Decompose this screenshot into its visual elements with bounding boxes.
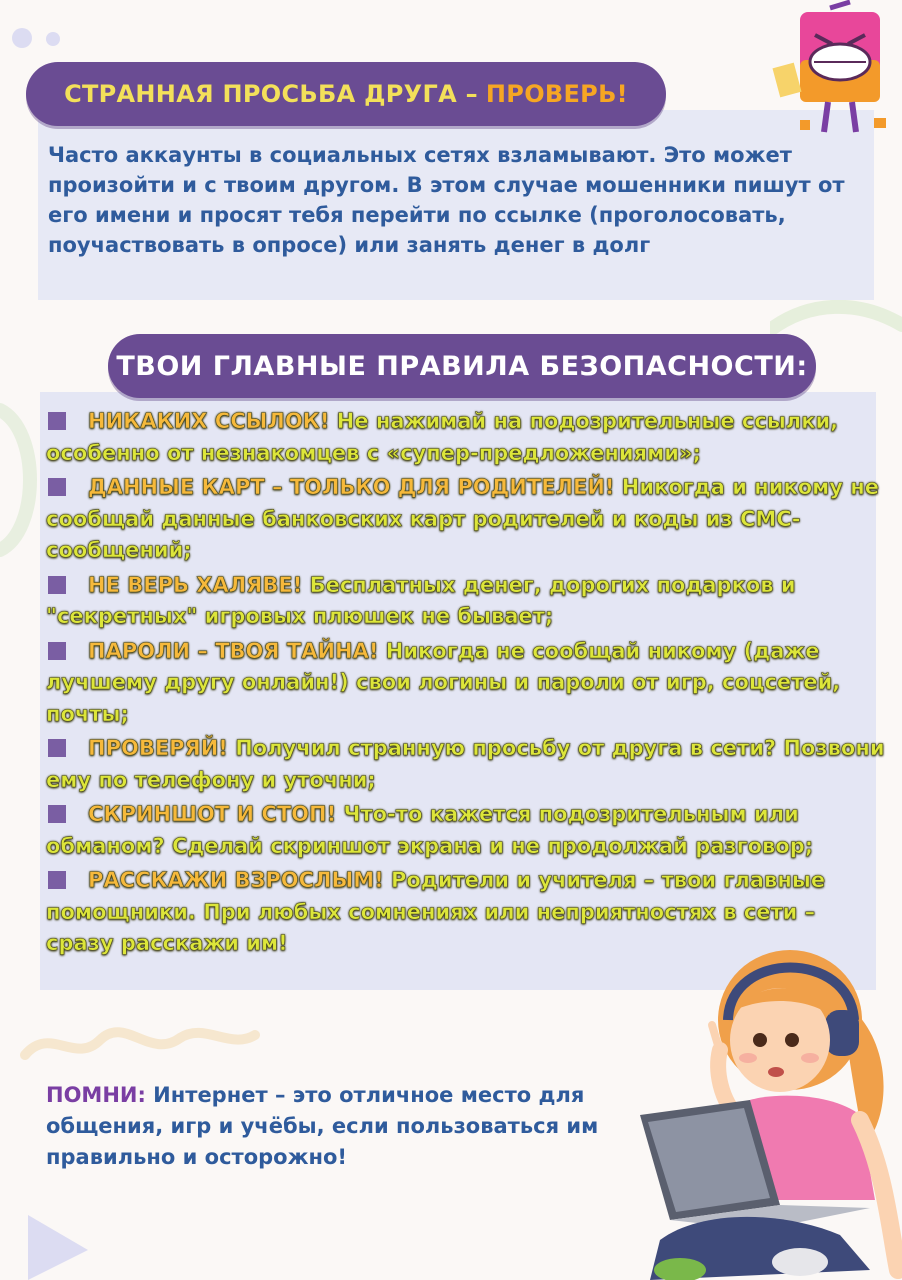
rule-heading: НЕ ВЕРЬ ХАЛЯВЕ! <box>88 572 303 597</box>
intro-title-pill <box>26 62 666 126</box>
rules-list <box>28 406 888 963</box>
rule-item <box>28 733 888 796</box>
rule-heading: РАССКАЖИ ВЗРОСЛЫМ! <box>88 868 384 892</box>
girl-with-laptop-illustration-icon <box>640 940 902 1280</box>
rule-text: Получил странную просьбу от друга в сети? Позвони ему по телефону и уточни; <box>46 736 885 792</box>
remember-note <box>46 1080 646 1173</box>
rule-heading: НИКАКИХ ССЫЛОК! <box>88 409 330 433</box>
intro-title: СТРАННАЯ ПРОСЬБА ДРУГА – <box>64 80 478 108</box>
rule-item <box>28 472 888 567</box>
remember-text: Интернет – это отличное место для общения, игр и учёбы, если пользоваться им правильно и осторожно! <box>46 1083 599 1169</box>
decor-squiggle <box>20 1020 260 1070</box>
rule-text: Никогда и никому не сообщай данные банковских карт родителей и коды из СМС-сообщений; <box>46 475 880 562</box>
rules-title-pill <box>108 334 816 398</box>
bullet-square-icon <box>48 739 66 757</box>
rules-title: ТВОИ ГЛАВНЫЕ ПРАВИЛА БЕЗОПАСНОСТИ: <box>116 350 808 382</box>
rule-text: Родители и учителя – твои главные помощники. При любых сомнениях или неприятностях в сети – сразу расскажи им! <box>46 868 826 955</box>
rule-heading: СКРИНШОТ И СТОП! <box>88 802 337 826</box>
bullet-square-icon <box>48 412 66 430</box>
rule-item <box>28 406 888 469</box>
decor-dot <box>46 32 60 46</box>
rule-item <box>28 636 888 731</box>
rule-text: Бесплатных денег, дорогих подарков и "секретных" игровых плюшек не бывает; <box>46 572 796 628</box>
rule-text: Что-то кажется подозрительным или обманом? Сделай скриншот экрана и не продолжай разговор; <box>46 802 814 858</box>
decor-dot <box>12 28 32 48</box>
monster-mascot-icon <box>770 0 895 140</box>
bullet-square-icon <box>48 576 66 594</box>
bullet-square-icon <box>48 642 66 660</box>
rule-heading: ПАРОЛИ – ТВОЯ ТАЙНА! <box>88 638 379 663</box>
intro-title-accent: ПРОВЕРЬ! <box>485 80 628 108</box>
rule-heading: ПРОВЕРЯЙ! <box>88 736 228 760</box>
decor-triangle <box>28 1215 88 1280</box>
bullet-square-icon <box>48 805 66 823</box>
rule-item <box>28 570 888 633</box>
remember-label: ПОМНИ: <box>46 1083 146 1107</box>
rule-text: Никогда не сообщай никому (даже лучшему другу онлайн!) свои логины и пароли от игр, соцсетей, почты; <box>46 638 841 726</box>
rule-heading: ДАННЫЕ КАРТ – ТОЛЬКО ДЛЯ РОДИТЕЛЕЙ! <box>88 475 615 499</box>
bullet-square-icon <box>48 871 66 889</box>
rule-item <box>28 799 888 862</box>
intro-text: Часто аккаунты в социальных сетях взламывают. Это может произойти и с твоим другом. В этом случае мошенники пишут от его имени и просят тебя перейти по ссылке (проголосовать, поучаствовать в опросе) или занять денег в долг <box>48 143 845 257</box>
bullet-square-icon <box>48 478 66 496</box>
rule-text: Не нажимай на подозрительные ссылки, особенно от незнакомцев с «супер-предложениями»; <box>46 409 839 465</box>
